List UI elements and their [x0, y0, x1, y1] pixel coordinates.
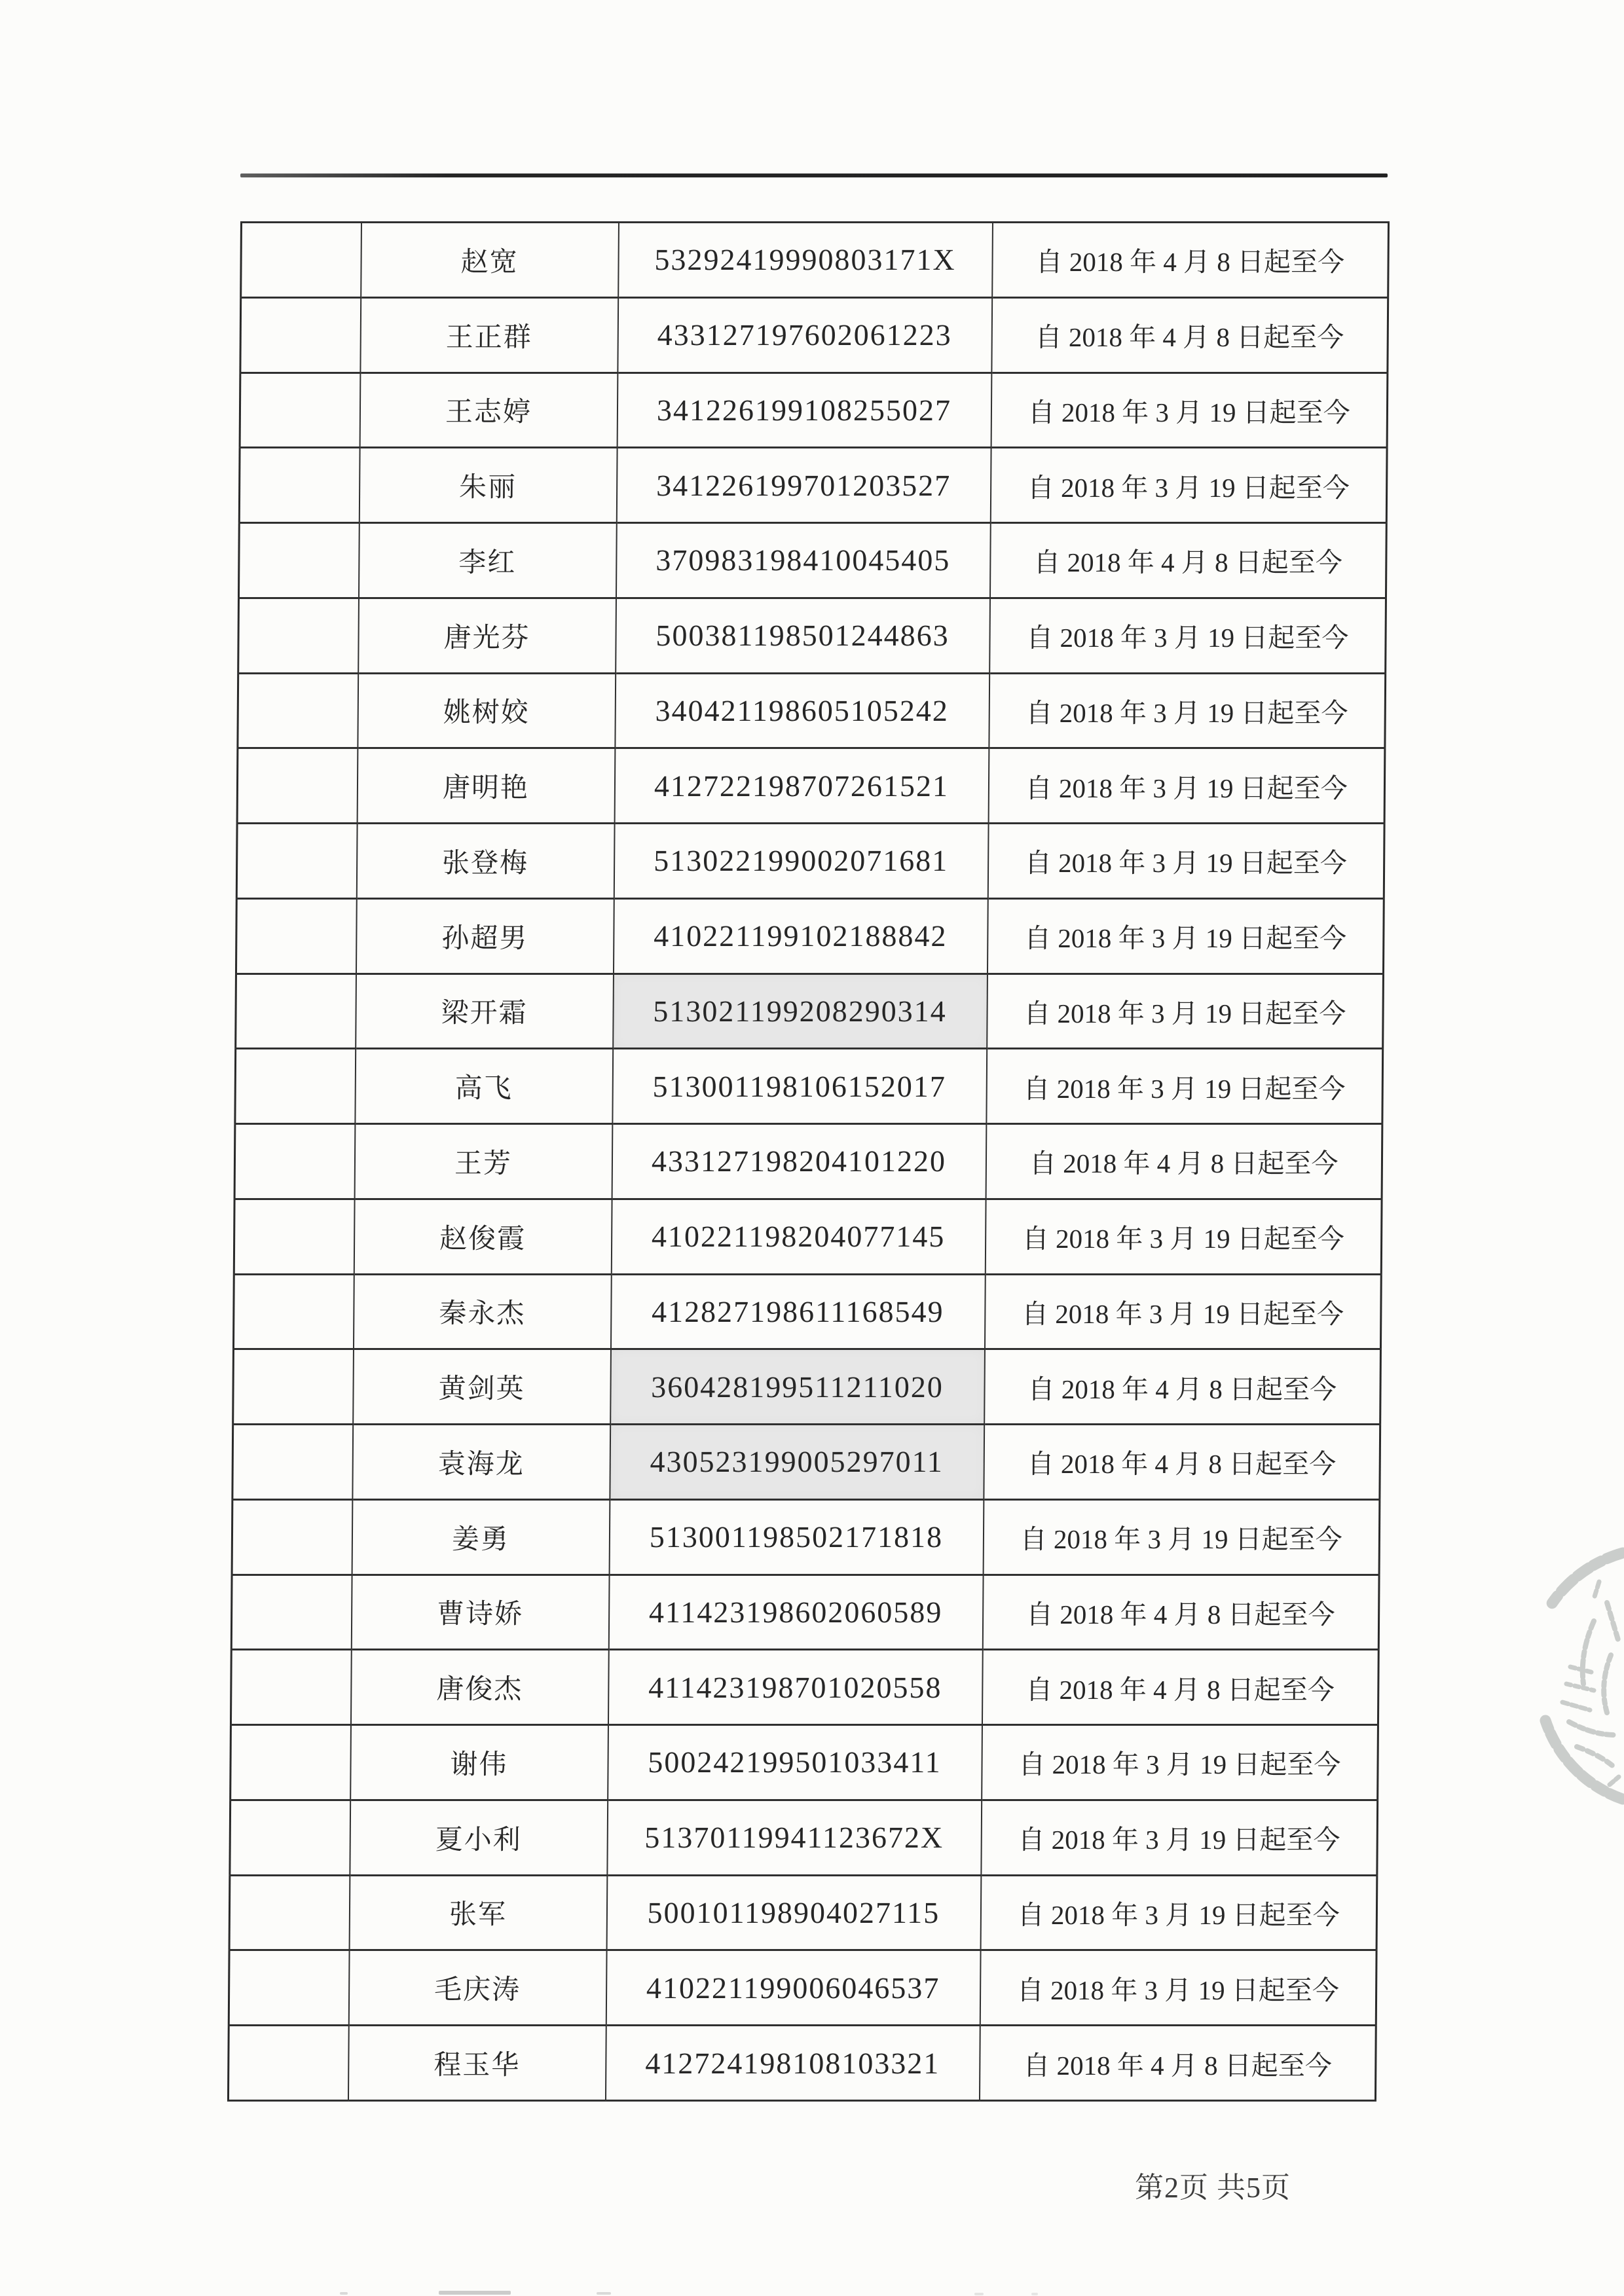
- name-cell: 袁海龙: [352, 1425, 610, 1500]
- period-cell: 自 2018 年 3 月 19 日起至今: [989, 598, 1386, 673]
- id-cell: 513001198502171818: [609, 1499, 984, 1575]
- table-row: [235, 1049, 1383, 1124]
- id-cell: 412722198707261521: [614, 748, 989, 824]
- index-cell: [238, 673, 358, 748]
- table-row: [234, 1124, 1382, 1199]
- table-row: [236, 974, 1384, 1049]
- name-cell: 朱丽: [359, 448, 617, 523]
- table-row: [239, 448, 1387, 523]
- name-cell: 姚树姣: [358, 673, 616, 748]
- table-row: [233, 1274, 1381, 1349]
- id-cell: 412724198108103321: [605, 2026, 980, 2101]
- index-cell: [241, 223, 361, 298]
- id-cell: 513022199002071681: [614, 824, 988, 899]
- scan-smudge: [1031, 2293, 1038, 2295]
- id-cell: 433127198204101220: [612, 1124, 986, 1199]
- period-cell: 自 2018 年 4 月 8 日起至今: [992, 223, 1389, 298]
- table-row: [238, 673, 1386, 748]
- index-cell: [240, 373, 360, 448]
- name-cell: 王正群: [360, 297, 618, 373]
- id-cell: 410221198204077145: [611, 1199, 986, 1274]
- index-cell: [236, 898, 356, 974]
- period-cell: 自 2018 年 3 月 19 日起至今: [985, 1199, 1382, 1274]
- id-cell: 430523199005297011: [610, 1425, 984, 1500]
- period-cell: 自 2018 年 4 月 8 日起至今: [984, 1349, 1381, 1425]
- period-cell: 自 2018 年 3 月 19 日起至今: [990, 448, 1387, 523]
- period-cell: 自 2018 年 4 月 8 日起至今: [984, 1425, 1380, 1500]
- period-cell: 自 2018 年 3 月 19 日起至今: [980, 1875, 1377, 1950]
- name-cell: 王志婷: [360, 373, 618, 448]
- table-row: [229, 1950, 1376, 2026]
- id-cell: 341226199701203527: [616, 448, 991, 523]
- page-footer: 第2页 共5页: [1135, 2172, 1291, 2204]
- name-cell: 夏小利: [350, 1800, 608, 1875]
- period-cell: 自 2018 年 4 月 8 日起至今: [982, 1575, 1379, 1650]
- table-row: [232, 1499, 1380, 1575]
- period-cell: 自 2018 年 4 月 8 日起至今: [991, 297, 1388, 373]
- index-cell: [229, 1875, 350, 1950]
- table-row: [232, 1425, 1380, 1500]
- index-cell: [230, 1800, 350, 1875]
- table-row: [231, 1725, 1378, 1800]
- id-cell: 341226199108255027: [617, 373, 991, 448]
- scan-smudge: [439, 2291, 511, 2295]
- period-cell: 自 2018 年 3 月 19 日起至今: [987, 974, 1384, 1049]
- index-cell: [239, 448, 360, 523]
- index-cell: [232, 1425, 353, 1500]
- id-cell: 360428199511211020: [610, 1349, 985, 1425]
- table-row: [241, 223, 1389, 298]
- index-cell: [238, 598, 359, 673]
- header-rule-line: [240, 173, 1388, 177]
- table-row: [231, 1575, 1379, 1650]
- index-cell: [238, 523, 359, 598]
- period-cell: 自 2018 年 3 月 19 日起至今: [987, 898, 1384, 974]
- index-cell: [228, 2026, 348, 2101]
- name-cell: 程玉华: [348, 2026, 606, 2101]
- table-row: [238, 598, 1386, 673]
- index-cell: [234, 1199, 354, 1274]
- name-cell: 唐光芬: [358, 598, 616, 673]
- index-cell: [234, 1124, 355, 1199]
- name-cell: 赵俊霞: [354, 1199, 612, 1274]
- id-cell: 340421198605105242: [615, 673, 989, 748]
- table-row: [240, 373, 1388, 448]
- id-cell: 500381198501244863: [616, 598, 990, 673]
- id-cell: 410221199102188842: [613, 898, 987, 974]
- name-cell: 毛庆涛: [348, 1950, 606, 2026]
- period-cell: 自 2018 年 3 月 19 日起至今: [989, 673, 1386, 748]
- index-cell: [231, 1575, 352, 1650]
- period-cell: 自 2018 年 3 月 19 日起至今: [986, 1049, 1383, 1124]
- period-cell: 自 2018 年 3 月 19 日起至今: [980, 1950, 1376, 2026]
- period-cell: 自 2018 年 3 月 19 日起至今: [984, 1274, 1381, 1349]
- period-cell: 自 2018 年 3 月 19 日起至今: [987, 824, 1384, 899]
- table-row: [231, 1650, 1378, 1725]
- period-cell: 自 2018 年 4 月 8 日起至今: [989, 523, 1386, 598]
- id-cell: 370983198410045405: [616, 523, 990, 598]
- index-cell: [236, 974, 356, 1049]
- index-cell: [233, 1274, 354, 1349]
- period-cell: 自 2018 年 3 月 19 日起至今: [981, 1800, 1378, 1875]
- name-cell: 张军: [349, 1875, 607, 1950]
- index-cell: [236, 824, 357, 899]
- index-cell: [237, 748, 358, 824]
- index-cell: [231, 1650, 351, 1725]
- name-cell: 孙超男: [356, 898, 614, 974]
- period-cell: 自 2018 年 3 月 19 日起至今: [983, 1499, 1380, 1575]
- name-cell: 秦永杰: [353, 1274, 611, 1349]
- period-cell: 自 2018 年 3 月 19 日起至今: [988, 748, 1385, 824]
- period-cell: 自 2018 年 4 月 8 日起至今: [982, 1650, 1378, 1725]
- name-cell: 姜勇: [352, 1499, 610, 1575]
- name-cell: 张登梅: [356, 824, 614, 899]
- period-cell: 自 2018 年 4 月 8 日起至今: [979, 2026, 1376, 2101]
- table-row: [237, 748, 1385, 824]
- index-cell: [232, 1499, 352, 1575]
- index-cell: [229, 1950, 349, 2026]
- index-cell: [235, 1049, 356, 1124]
- scan-smudge: [340, 2292, 348, 2295]
- table-row: [236, 898, 1384, 974]
- id-cell: 410221199006046537: [606, 1950, 980, 2026]
- period-cell: 自 2018 年 3 月 19 日起至今: [991, 373, 1388, 448]
- name-cell: 谢伟: [350, 1725, 608, 1800]
- table-row: [229, 1875, 1377, 1950]
- period-cell: 自 2018 年 3 月 19 日起至今: [982, 1725, 1378, 1800]
- id-cell: 53292419990803171X: [618, 223, 993, 298]
- name-cell: 黄剑英: [353, 1349, 611, 1425]
- name-cell: 赵宽: [361, 223, 619, 298]
- id-cell: 51370119941123672X: [607, 1800, 982, 1875]
- scan-smudge: [597, 2292, 611, 2295]
- id-cell: 412827198611168549: [610, 1274, 985, 1349]
- id-cell: 500101198904027115: [606, 1875, 981, 1950]
- index-cell: [231, 1725, 351, 1800]
- table-row: [234, 1199, 1382, 1274]
- seal-stamp-fragment: [1531, 1544, 1624, 1806]
- period-cell: 自 2018 年 4 月 8 日起至今: [986, 1124, 1382, 1199]
- name-cell: 曹诗娇: [351, 1575, 609, 1650]
- id-cell: 411423198602060589: [608, 1575, 983, 1650]
- roster-table: [227, 221, 1390, 2102]
- name-cell: 高飞: [355, 1049, 613, 1124]
- table-row: [236, 824, 1384, 899]
- index-cell: [240, 297, 361, 373]
- id-cell: 513021199208290314: [613, 974, 987, 1049]
- id-cell: 411423198701020558: [608, 1650, 982, 1725]
- index-cell: [233, 1349, 354, 1425]
- table-row: [233, 1349, 1381, 1425]
- table-row: [240, 297, 1388, 373]
- name-cell: 唐明艳: [357, 748, 615, 824]
- name-cell: 梁开霜: [356, 974, 614, 1049]
- name-cell: 李红: [358, 523, 616, 598]
- id-cell: 513001198106152017: [612, 1049, 987, 1124]
- id-cell: 433127197602061223: [618, 297, 992, 373]
- table-row: [230, 1800, 1378, 1875]
- roster-body: [228, 223, 1388, 2101]
- id-cell: 500242199501033411: [608, 1725, 982, 1800]
- scan-smudge: [974, 2293, 984, 2295]
- table-row: [228, 2026, 1376, 2101]
- name-cell: 王芳: [354, 1124, 612, 1199]
- name-cell: 唐俊杰: [350, 1650, 608, 1725]
- table-row: [238, 523, 1386, 598]
